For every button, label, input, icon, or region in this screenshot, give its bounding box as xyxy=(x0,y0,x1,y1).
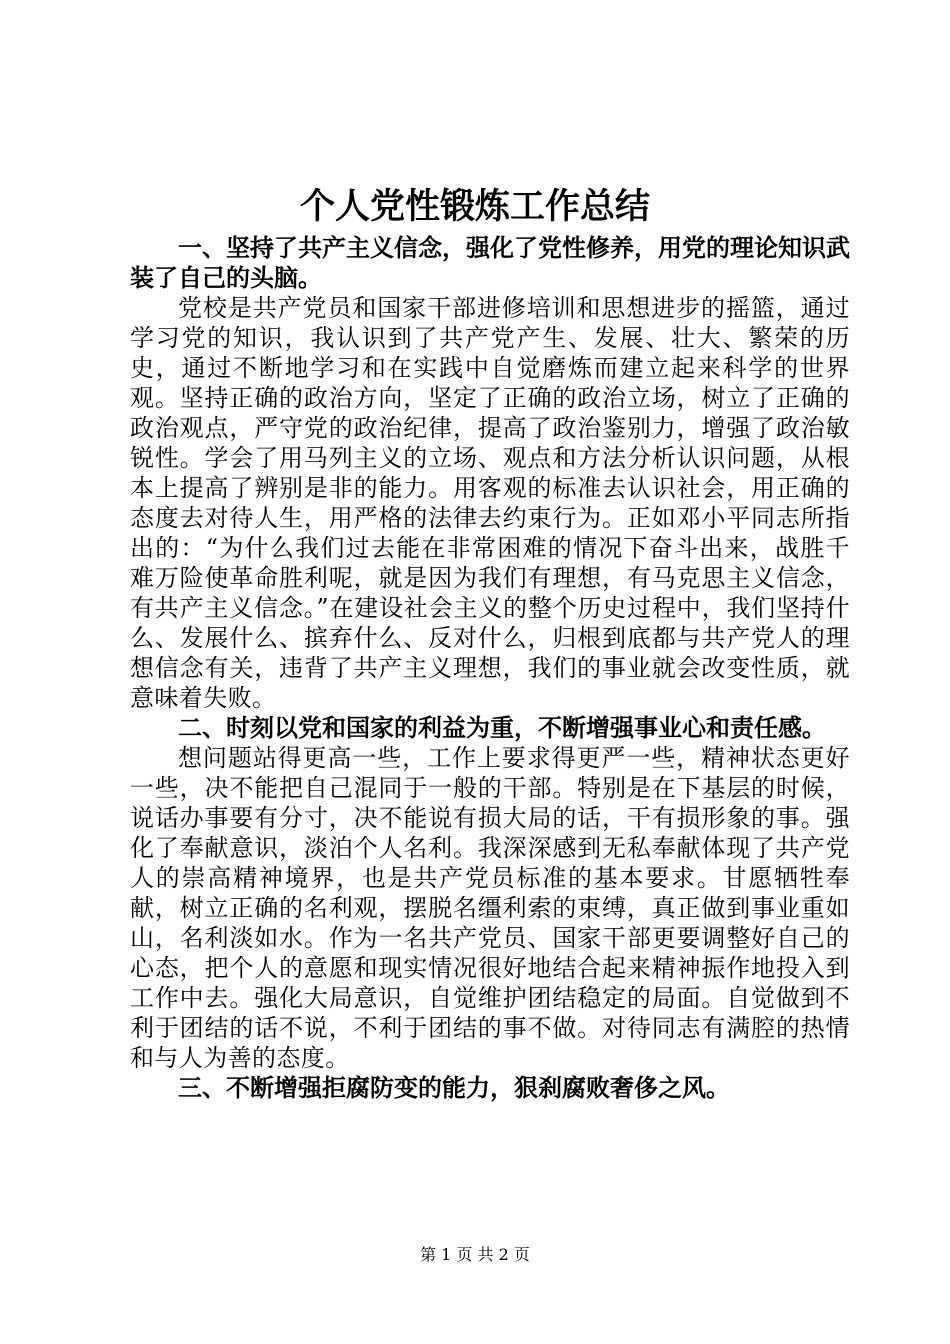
document-body xyxy=(130,233,850,1103)
section-3-heading: 三、不断增强拒腐防变的能力，狠刹腐败奢侈之风。 xyxy=(178,1074,730,1102)
section-1-heading: 一、坚持了共产主义信念，强化了党性修养，用党的理论知识武装了自己的头脑。 xyxy=(130,234,850,292)
section-2-body: 想问题站得更高一些，工作上要求得更严一些，精神状态更好一些，决不能把自己混同于一般的干部。特别是在下基层的时候，说话办事要有分寸，决不能说有损大局的话，干有损形象的事。强化了奉献意识，淡泊个人名利。我深深感到无私奉献体现了共产党人的崇高精神境界，也是共产党员标准的基本要求。甘愿牺牲奉献，树立正确的名利观，摆脱名缰利索的束缚，真正做到事业重如山，名利淡如水。作为一名共产党员、国家干部更要调整好自己的心态，把个人的意愿和现实情况很好地结合起来精神振作地投入到工作中去。强化大局意识，自觉维护团结稳定的局面。自觉做到不利于团结的话不说，不利于团结的事不做。对待同志有满腔的热情和与人为善的态度。 xyxy=(130,744,850,1072)
document-title: 个人党性锻炼工作总结 xyxy=(299,187,650,227)
page-number-footer: 第 1 页 共 2 页 xyxy=(420,1245,530,1264)
section-1-body: 党校是共产党员和国家干部进修培训和思想进步的摇篮，通过学习党的知识，我认识到了共产党产生、发展、壮大、繁荣的历史，通过不断地学习和在实践中自觉磨炼而建立起来科学的世界观。坚持正确的政治方向，坚定了正确的政治立场，树立了正确的政治观点，严守党的政治纪律，提高了政治鉴别力，增强了政治敏锐性。学会了用马列主义的立场、观点和方法分析认识问题，从根本上提高了辨别是非的能力。用客观的标准去认识社会，用正确的态度去对待人生，用严格的法律去约束行为。正如邓小平同志所指出的：“为什么我们过去能在非常困难的情况下奋斗出来，战胜千难万险使革命胜利呢，就是因为我们有理想，有马克思主义信念，有共产主义信念。”在建设社会主义的整个历史过程中，我们坚持什么、发展什么、摈弃什么、反对什么，归根到底都与共产党人的理想信念有关，违背了共产主义理想，我们的事业就会改变性质，就意味着失败。 xyxy=(130,294,850,712)
section-2-heading: 二、时刻以党和国家的利益为重，不断增强事业心和责任感。 xyxy=(178,714,826,742)
